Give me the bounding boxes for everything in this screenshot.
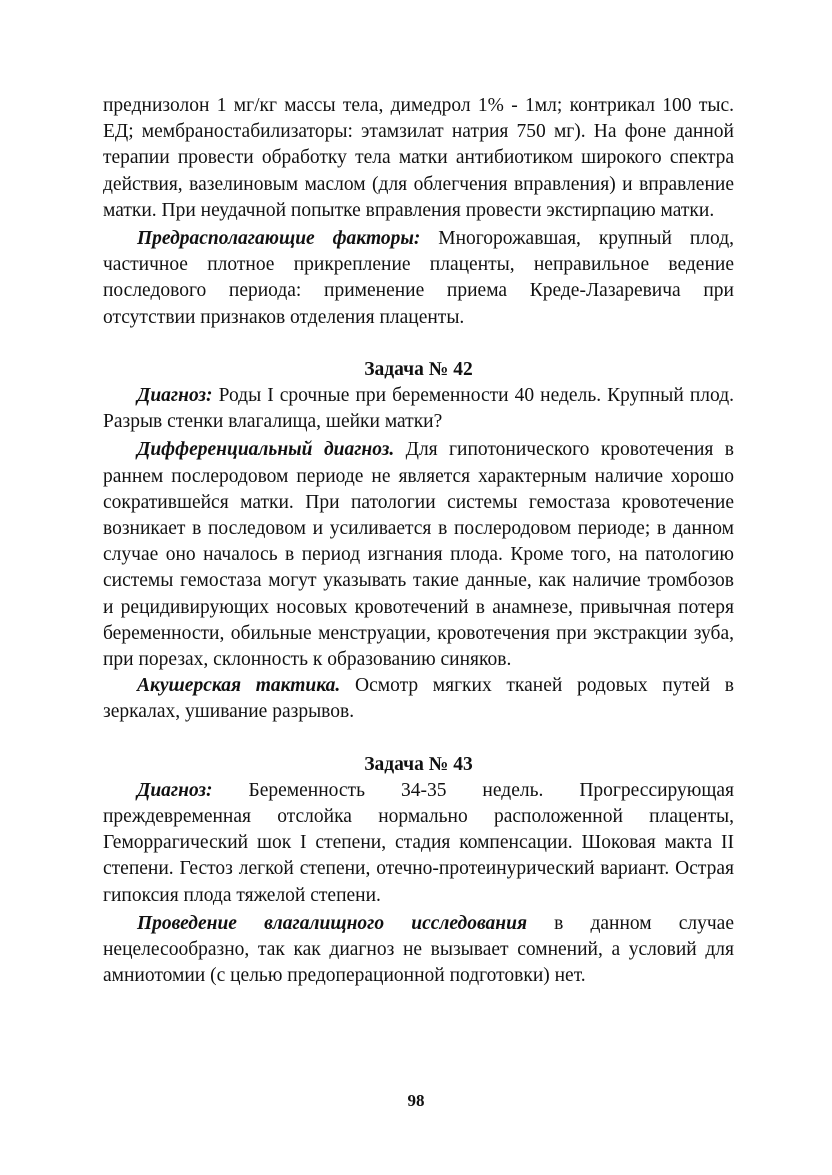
page-number: 98 — [407, 1091, 425, 1110]
task-42-heading: Задача № 42 — [364, 358, 473, 380]
task-43-exam — [103, 911, 734, 990]
task-42-diagnosis-text: Роды I срочные при беременности 40 недель. Крупный плод. Разрыв стенки влагалища, шейки матки? — [103, 385, 734, 433]
task-42-tactics — [103, 673, 734, 725]
task-42-differential — [103, 437, 734, 673]
task-43-diagnosis-text: Беременность 34-35 недель. Прогрессирующая преждевременная отслойка нормально расположенной плаценты, Геморрагический шок I степени, стадия компенсации. Шоковая макта II степени. Гестоз легкой степени, отечно-протеинурический вариант. Острая гипоксия плода тяжелой степени. — [103, 779, 734, 906]
task-42-differential-label: Дифференциальный диагноз. — [137, 439, 395, 461]
task-43-diagnosis — [103, 778, 734, 909]
document-page — [103, 93, 734, 990]
task-43-exam-label: Проведение влагалищного исследования — [137, 912, 528, 934]
task-43-heading: Задача № 43 — [364, 753, 473, 775]
intro-paragraph: преднизолон 1 мг/кг массы тела, димедрол 1% - 1мл; контрикал 100 тыс. ЕД; мембраностабилизаторы: этамзилат натрия 750 мг). На фоне данной терапии провести обработку тела матки антибиотиком широкого спектра действия, вазелиновым маслом (для облегчения вправления) и вправление матки. При неудачной попытке вправления провести экстирпацию матки. — [103, 95, 734, 221]
task-42-differential-text: Для гипотонического кровотечения в раннем послеродовом периоде не является характерным наличие хорошо сократившейся матки. При патологии системы гемостаза кровотечение возникает в последовом и усиливается в послеродовом периоде; в данном случае оно началось в период изгнания плода. Кроме того, на патологию системы гемостаза могут указывать такие данные, как наличие тромбозов и рецидивирующих носовых кровотечений в анамнезе, привычная потеря беременности, обильные менструации, кровотечения при экстракции зуба, при порезах, склонность к образованию синяков. — [103, 439, 734, 671]
factors-paragraph — [103, 226, 734, 331]
task-42-tactics-text: Осмотр мягких тканей родовых путей в зеркалах, ушивание разрывов. — [103, 675, 734, 723]
factors-text: Многорожавшая, крупный плод, частичное плотное прикрепление плаценты, неправильное ведение последового периода: применение приема Креде-Лазаревича при отсутствии признаков отделения плаценты. — [103, 228, 734, 328]
task-43-diagnosis-label: Диагноз: — [137, 779, 213, 801]
task-43-exam-text: в данном случае нецелесообразно, так как диагноз не вызывает сомнений, а условий для амниотомии (с целью предоперационной подготовки) нет. — [103, 912, 734, 987]
task-42-tactics-label: Акушерская тактика. — [137, 675, 341, 697]
task-42-diagnosis-label: Диагноз: — [137, 385, 213, 407]
factors-label: Предрасполагающие факторы: — [137, 228, 421, 250]
task-42-diagnosis — [103, 383, 734, 435]
